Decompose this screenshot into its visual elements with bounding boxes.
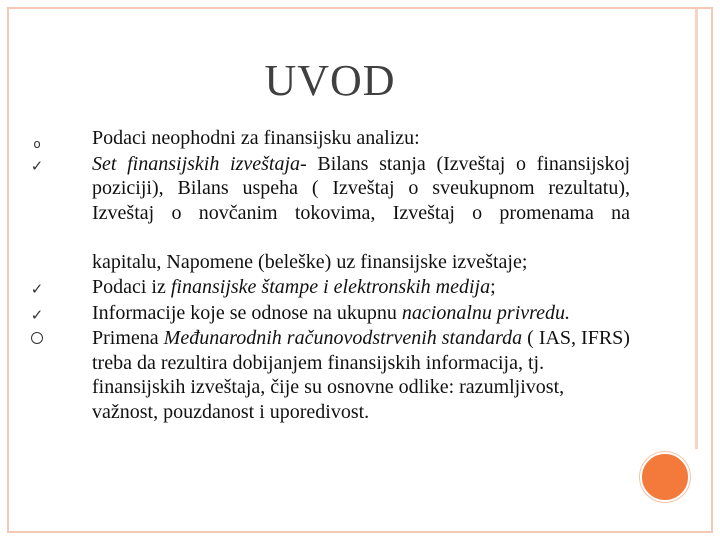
item-text-continued: kapitalu, Napomene (beleške) uz finansijske izveštaje; xyxy=(92,250,528,273)
slide-title: UVOD xyxy=(264,56,396,105)
checkmark-bullet-icon: ✓ xyxy=(30,305,44,324)
ring-bullet-icon xyxy=(31,332,43,344)
item-text: Podaci neophodni za finansijsku analizu: xyxy=(92,127,420,149)
decorative-circle xyxy=(640,452,690,502)
item-italic-text: nacionalnu privredu. xyxy=(401,301,571,324)
item-text-prefix: Primena xyxy=(92,327,164,349)
item-italic-text: Međunarodnih računovodstrvenih standarda xyxy=(163,327,523,349)
circle-bullet-icon: o xyxy=(33,137,41,151)
list-item xyxy=(30,275,630,300)
item-text-block xyxy=(92,152,630,250)
item-text-prefix: Podaci iz xyxy=(92,276,171,298)
item-text-prefix: Informacije koje se odnose na ukupnu xyxy=(92,301,402,324)
item-italic-text: finansijske štampe i elektronskih medija xyxy=(170,276,491,298)
item-italic-text: Set finansijskih izveštaja xyxy=(92,152,301,175)
bullet-list xyxy=(30,126,630,425)
item-text-suffix: ; xyxy=(490,276,496,298)
item-text-suffix: ( IAS, IFRS) treba da rezultira dobijanjem finansijskih informacija, tj. finansijskih izveštaja, čije su osnovne odlike: razumljivost, važnost, pouzdanost i uporedivost. xyxy=(92,327,630,423)
list-item xyxy=(30,152,630,275)
list-item xyxy=(30,301,630,326)
item-text: - Bilans stanja (Izveštaj o finansijskoj poziciji), Bilans uspeha ( Izveštaj o sveukupnom rezultatu), Izveštaj o novčanim tokovima, Izveštaj o promenama na xyxy=(92,152,630,224)
decorative-line xyxy=(695,9,698,449)
list-item xyxy=(30,326,630,424)
checkmark-bullet-icon: ✓ xyxy=(30,156,44,175)
checkmark-bullet-icon: ✓ xyxy=(30,280,44,298)
list-item xyxy=(30,126,630,151)
